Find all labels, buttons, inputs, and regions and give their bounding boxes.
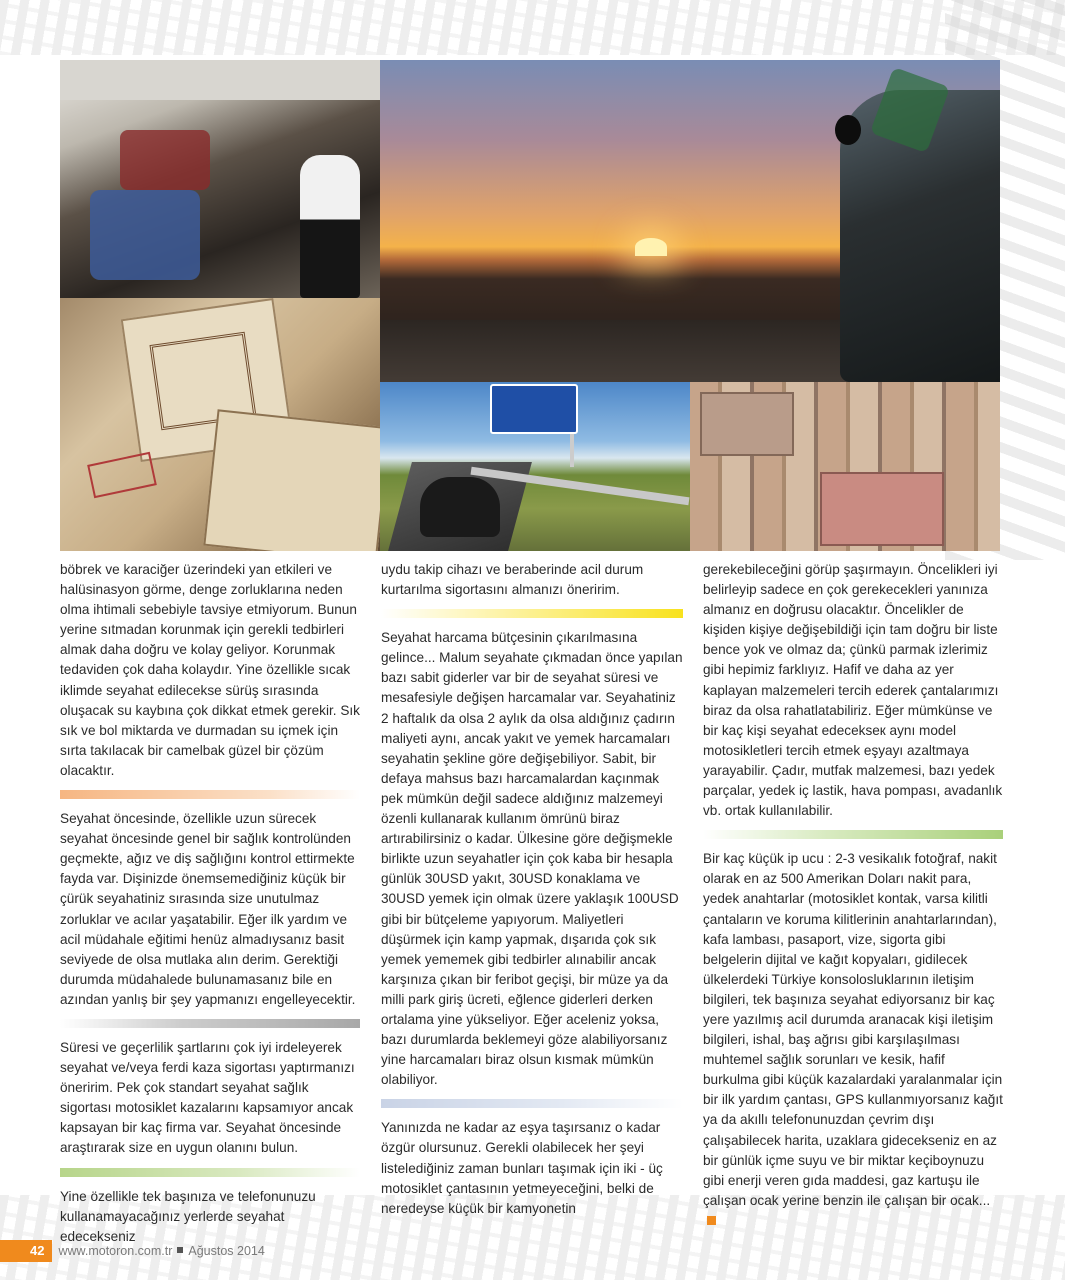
paragraph: Seyahat öncesinde, özellikle uzun sürecek seyahat öncesinde genel bir sağlık kontrolünden geçmekte, ağız ve diş sağlığını kontrol ettirmekte fayda var. Dişinizde önemsemediğiniz küçük bir çürük seyahatiniz sırasında size unutulmaz zorluklar ve acılar yaşatabilir. Eğer ilk yardım ve acil müdahale eğitimi henüz almadıysanız basit seviyede de olsa mutlaka alın derim. Gerektiği durumda müdahalede bulunamasanız bile en azından yanlış bir şey yapmanızı engelleyecektir. (60, 811, 356, 1007)
paragraph: Yanınızda ne kadar az eşya taşırsanız o kadar özgür olursunuz. Gerekli olabilecek her şeyi listelediğiniz zaman bunları taşımak için iki - üç motosiklet çantasının yetmeyeceğini, belki de neredeyse küçük bir kamyonetin (381, 1120, 663, 1216)
paragraph: uydu takip cihazı ve beraberinde acil durum kurtarılma sigortasını almanızı öneririm. (381, 562, 644, 598)
paragraph: böbrek ve karaciğer üzerindeki yan etkileri ve halüsinasyon görme, denge zorluklarına neden olma ihtimali sebebiyle tavsiye etmiyorum. Bunun yerine sıtmadan korunmak için gerekli tedbirleri almak daha doğru ve kolay geliyor. Korunmak tedaviden çok daha kolaydır. Yine özellikle sıcak iklimde seyahat edilecekse sürüş sırasında oluşacak su kaybına çok dikkat etmek gerekir. Sık sık ve bol miktarda ve durmadan su içmek için sırta takılacak bir camelbak güzel bir çözüm olacaktır. (60, 562, 360, 778)
page-number: 42 (0, 1240, 52, 1262)
paragraph: Süresi ve geçerlilik şartlarını çok iyi irdeleyerek seyahat ve/veya ferdi kaza sigortası yaptırmanızı öneririm. Pek çok standart seyahat sağlık sigortası motosiklet kazalarını kapsamıyor ancak kapsayan bir kaç firma var. Seyahat öncesinde araştırarak size en uygun olanını bulun. (60, 1039, 355, 1156)
photo-sunset-with-motorcycle (380, 60, 1000, 382)
paragraph: Yine özellikle tek başınıza ve telefonunuzu kullanamayacağınız yerlerde seyahat edecekseniz (60, 1188, 316, 1244)
paragraph-text: Bir kaç küçük ip ucu : 2-3 vesikalık fotoğraf, nakit olarak en az 500 Amerikan Doları nakit para, yedek anahtarlar (motosiklet kontak, varsa kilitli çantaların ve koruma kilitlerinin anahtarlarından), kafa lambası, pasaport, vize, sigorta gibi belgelerin dijital ve kağıt kopyaları, gidilecek ülkelerdeki Türkiye konsolosluklarının iletişim bilgileri, tek başınıza seyahat ediyorsanız bir kaç yere yazılmış acil durumda aranacak kişi iletişim bilgileri, ishal, baş ağrısı gibi karşılaşılması muhtemel sağlık sorunları ve kesik, hafif burkulma gibi küçük kazalardaki yaralanmalar için bir ilk yardım çantası, GPS kullanmıyorsanız kağıt ya da akıllı telefonunuzdan çevrim dışı çalışabilecek harita, uzaklara gidecekseniz en az bir günlük içme suyu ve bir miktar keçiboynuzu gibi enerji veren gıda maddesi, gaz kartuşu ile çalışan ocak yerine benzin ile çalışan bir ocak... (703, 851, 1003, 1208)
footer-site-link[interactable]: www.motoron.com.tr (58, 1244, 173, 1258)
section-divider (60, 1168, 360, 1177)
article-column-1 (60, 560, 360, 1247)
section-divider (703, 830, 1003, 839)
section-divider (381, 609, 683, 618)
photo-motorcycle-loaded-in-bus (60, 60, 380, 298)
footer-bullet (177, 1247, 183, 1253)
paragraph-final (703, 849, 1003, 1231)
article-end-mark (707, 1216, 716, 1225)
section-divider (60, 790, 360, 799)
footer-issue-date: Ağustos 2014 (188, 1244, 265, 1258)
tire-track-top-decoration (0, 0, 1065, 55)
photo-passport-visas (60, 298, 380, 551)
paragraph: gerekebileceğini görüp şaşırmayın. Öncelikleri iyi belirleyip sadece en çok gerekecekleri yanınıza almanız en doğrusu olacaktır. Öncelikler de kişiden kişiye değişebildiği için tam doğru bir liste bence yok ve olmaz da; çünkü parmak izlerimiz gibi hepimiz farklıyız. Hafif ve daha az yer kaplayan malzemeleri tercih ederek çantalarımızı biraz da olsa rahatlatabiliriz. Eğer mümkünse ve bir kaç kişi seyahat edecekseк aynı model motosikletleri tercih etmek eşyayı azaltmaya yarayabilir. Çadır, mutfak malzemesi, bazı yedek parçalar, yedek iç lastik, hava pompası, avadanlık vb. ortak kullanılabilir. (703, 562, 1003, 819)
article-column-2 (381, 560, 683, 1219)
section-divider (381, 1099, 683, 1108)
paragraph: Seyahat harcama bütçesinin çıkarılmasına gelince... Malum seyahate çıkmadan önce yapılan bazı sabit giderler var bir de seyahat süresi ve mesafesiyle değişen harcamalar var. Seyahatiniz 2 haftalık da olsa 2 aylık da olsa aldığınız çadırın maliyeti aynı, ancak yakıt ve yemek harcamaları seyahatin şekline göre değişebiliyor. Sabit, bir defaya mahsus bazı harcamalardan kaçınmak pek mümkün değil sadece aldığınız malzemeyi özenli kullanarak kullanım ömrünü biraz artırabilirsiniz o kadar. Ülkesine göre değişmekle birlikte uzun seyahatler için çok kaba bir hesapla günlük 30USD yakıt, 30USD konaklama ve 30USD yemek için olmak üzere yaklaşık 100USD gibi bir bütçeleme yapıyorum. Maliyetleri düşürmek için kamp yapmak, dışarıda çok sık yemek yememek gibi tedbirler alınabilir ancak karşınıza çıkan bir feribot geçişi, bir müze ya da milli park giriş ücreti, eğlence giderleri derken ortalama yine yükseliyor. Eğer aceleniz yoksa, bazı durumlarda beklemeyi göze alabiliyorsanız yine harcamaları biraz olsun kısmak mümkün olabiliyor. (381, 630, 683, 1088)
page-footer (0, 1240, 265, 1262)
article-column-3 (703, 560, 1003, 1231)
photo-banknote-stacks (690, 382, 1000, 551)
photo-road-sign-motorcycle (380, 382, 690, 551)
section-divider (60, 1019, 360, 1028)
